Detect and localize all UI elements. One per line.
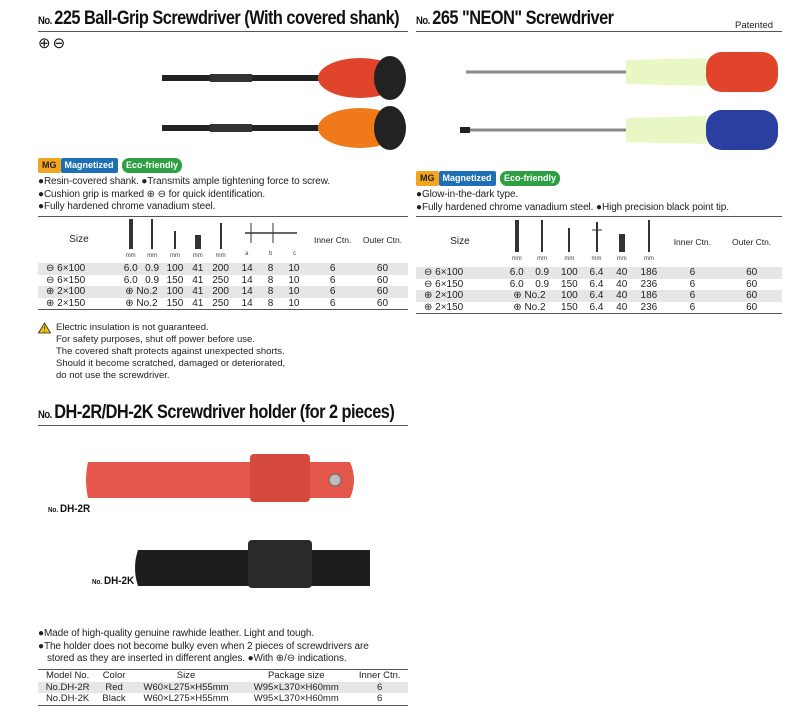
shank-length-icon (168, 217, 182, 251)
patented-label: Patented (735, 20, 774, 31)
svg-text:!: ! (43, 325, 46, 334)
size-header: Size (69, 234, 89, 246)
inner-ctn-header: Inner Ctn. (673, 237, 712, 247)
title-225: No. 225 Ball-Grip Screwdriver (With covered shank) (38, 8, 400, 29)
size-header: Size (450, 236, 470, 248)
flat-blade-icon (125, 217, 137, 251)
overall-length-icon (214, 217, 228, 251)
eco-friendly-badge: Eco-friendly (122, 158, 182, 173)
features-265: ●Glow-in-the-dark type. ●Fully hardened chrome vanadium steel. ●High precision black point tip. (416, 189, 729, 213)
table-row: ⊖ 6×150 6.0 0.9 150 41 250 14 8 10 6 60 (46, 274, 389, 286)
mg-badge: MG (416, 171, 439, 186)
table-row: No.DH-2K Black W60×L275×H55mm W95×L370×H60mm 6 (45, 693, 383, 704)
table-row: No.DH-2R Red W60×L275×H55mm W95×L370×H60mm 6 (38, 682, 408, 694)
outer-ctn-header: Outer Ctn. (362, 235, 403, 245)
eco-friendly-badge: Eco-friendly (500, 171, 560, 186)
badges-225 (38, 157, 182, 175)
magnetized-badge: Magnetized (61, 158, 118, 173)
holder-table (38, 669, 408, 706)
model-header: Model No. (45, 670, 90, 681)
features-225: ●Resin-covered shank. ●Transmits ample tightening force to screw. ●Cushion grip is marked ⊕ ⊖ for quick identification. ●Fully hardened chrome vanadium steel. (38, 176, 331, 212)
table-row: ⊖ 6×150 6.0 0.9 150 6.4 40 236 6 60 (424, 278, 758, 290)
label-dh-2k: No. DH-2K (92, 575, 135, 587)
shank-length-icon (562, 218, 576, 254)
shank-diameter-icon (590, 218, 604, 254)
color-header: Color (102, 670, 126, 681)
flat-blade-icon (511, 218, 523, 254)
warning-icon (38, 322, 51, 334)
table-row: ⊖ 6×100 6.0 0.9 100 41 200 14 8 10 6 60 (38, 263, 408, 275)
size-header: Size (176, 670, 196, 681)
spec-table-225: Size mm mm mm mm mm a b c Inner Ctn. Outer Ctn. ⊖ 6×100 6.0 0.9 100 41 200 14 8 10 6 60 ⊖ 6×150 6.0 0.9 150 41 250 14 8 10 6 60 ⊕ 2×100 ⊕ No.2 100 41 200 14 8 10 6 60 ⊕ 2×150 ⊕ No.2 150 41 250 14 8 10 6 60 (38, 216, 408, 310)
table-row: ⊕ 2×150 ⊕ No.2 150 6.4 40 236 6 60 (424, 301, 758, 313)
inner-ctn-header: Inner Ctn. (313, 235, 352, 245)
divider (416, 31, 782, 32)
table-row: ⊕ 2×100 ⊕ No.2 100 41 200 14 8 10 6 60 (38, 286, 408, 298)
grip-length-icon (191, 217, 205, 251)
title-holder: No. DH-2R/DH-2K Screwdriver holder (for 2 pieces) (38, 402, 395, 423)
tip-symbols: ⊕⊖ (38, 35, 68, 52)
outer-ctn-header: Outer Ctn. (732, 237, 772, 247)
features-holder: ●Made of high-quality genuine rawhide leather. Light and tough. ●The holder does not become bulky even when 2 pieces of screwdrivers are stored as they are inserted in different angles. ●With ⊕/⊖ indications. (38, 628, 369, 664)
table-row: ⊕ 2×100 ⊕ No.2 100 6.4 40 186 6 60 (416, 290, 782, 302)
inner-ctn-header: Inner Ctn. (358, 670, 401, 681)
divider (38, 425, 408, 426)
label-dh-2r: No. DH-2R (48, 503, 91, 515)
blade-thickness-icon (536, 218, 548, 254)
cover-dimension-icon (241, 219, 301, 249)
holder-image (80, 450, 370, 590)
ball-grip-screwdriver-image (150, 50, 410, 150)
divider (38, 31, 408, 32)
overall-length-icon (642, 218, 656, 254)
blade-thickness-icon (146, 217, 158, 251)
table-row: ⊖ 6×100 6.0 0.9 100 6.4 40 186 6 60 (416, 267, 782, 279)
mg-badge: MG (38, 158, 61, 173)
neon-screwdriver-image (456, 44, 786, 154)
grip-length-icon (615, 218, 629, 254)
table-row: ⊕ 2×150 ⊕ No.2 150 41 250 14 8 10 6 60 (46, 297, 389, 309)
spec-table-265: Size mm mm mm mm mm mm Inner Ctn. Outer Ctn. ⊖ 6×100 6.0 0.9 100 6.4 40 186 6 60 ⊖ 6×150 6.0 0.9 150 6.4 40 236 6 60 ⊕ 2×100 ⊕ No.2 100 6.4 40 186 6 60 ⊕ 2×150 ⊕ No.2 150 6.4 40 236 6 60 (416, 216, 782, 314)
package-header: Package size (268, 670, 325, 681)
title-265: No. 265 "NEON" Screwdriver (416, 8, 614, 29)
insulation-warning: Electric insulation is not guaranteed. For safety purposes, shut off power before use. The covered shaft protects against unexpected shorts. Should it become scratched, damaged or deteriorated, do not use the screwdriver. (56, 322, 286, 381)
badges-265 (416, 170, 560, 188)
magnetized-badge: Magnetized (439, 171, 496, 186)
